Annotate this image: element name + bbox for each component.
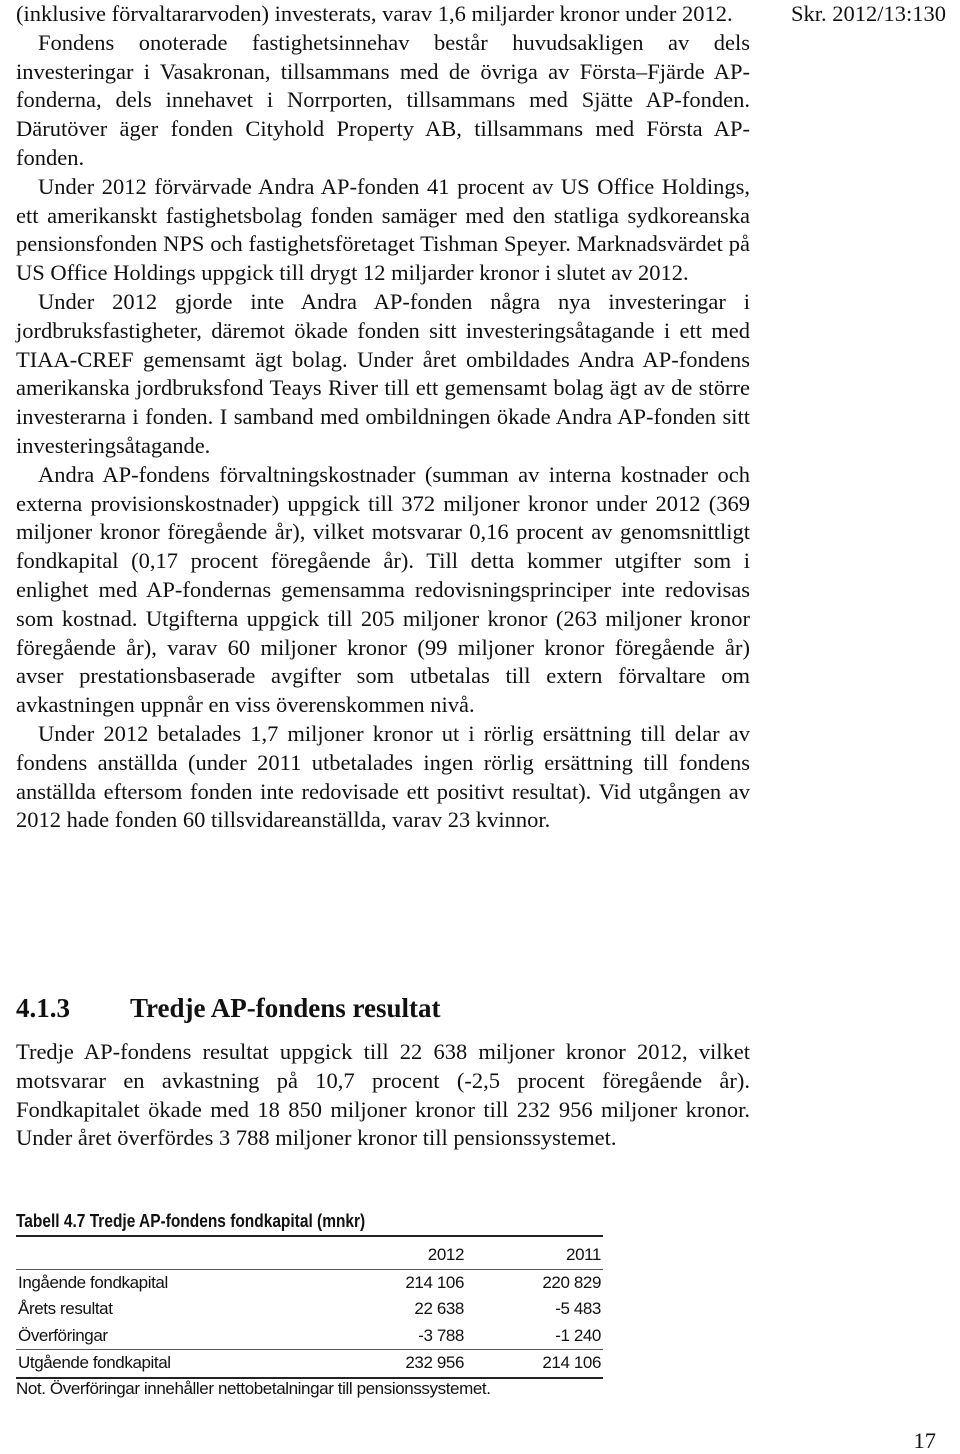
table-row	[16, 1296, 603, 1323]
value-2012: 232 956	[346, 1350, 466, 1378]
section-title: Tredje AP-fondens resultat	[130, 993, 441, 1023]
value-2012: 22 638	[414, 1299, 464, 1319]
table-row	[16, 1323, 603, 1350]
paragraph: (inklusive förvaltararvoden) investerats, varav 1,6 miljarder kronor under 2012.	[16, 1, 733, 26]
table-row	[16, 1269, 603, 1296]
table-note: Not. Överföringar innehåller nettobetalningar till pensionssystemet.	[16, 1379, 491, 1398]
fund-capital-table	[16, 1235, 603, 1379]
body-text-section-2	[16, 1038, 750, 1153]
paragraph: Under 2012 gjorde inte Andra AP-fonden några nya investeringar i jordbruksfastigheter, däremot ökade fonden sitt investeringsåtagande i ett med TIAA-CREF gemensamt ägt bolag. Under året ombildades Andra AP-fondens amerikanska jordbruksfond Teays River till ett gemensamt bolag ägt av de större investerarna i fonden. I samband med ombildningen ökade Andra AP-fonden sitt investeringsåtagande.	[16, 288, 750, 458]
row-label: Överföringar	[18, 1325, 108, 1345]
value-2011: 214 106	[466, 1350, 603, 1378]
section-heading	[16, 990, 441, 1026]
body-text-section-1	[16, 0, 750, 835]
row-label: Ingående fondkapital	[18, 1272, 168, 1292]
document-reference: Skr. 2012/13:130	[790, 1, 946, 26]
table-header-cell: 2011	[466, 1236, 603, 1269]
table-header-cell: 2012	[346, 1236, 466, 1269]
section-number: 4.1.3	[16, 993, 70, 1023]
paragraph: Under 2012 förvärvade Andra AP-fonden 41 procent av US Office Holdings, ett amerikanskt fastighetsbolag fonden samäger med den statliga sydkoreanska pensionsfonden NPS och fastighetsföretaget Tishman Speyer. Marknadsvärdet på US Office Holdings uppgick till drygt 12 miljarder kronor i slutet av 2012.	[16, 173, 750, 286]
value-2011: -1 240	[555, 1325, 601, 1345]
table-header-cell	[16, 1236, 346, 1269]
paragraph: Andra AP-fondens förvaltningskostnader (summan av interna kostnader och externa provisionskostnader) uppgick till 372 miljoner kronor under 2012 (369 miljoner kronor föregående år), vilket motsvarar 0,16 procent av genomsnittligt fondkapital (0,17 procent föregående år). Till detta kommer utgifter som i enlighet med AP-fondernas gemensamma redovisningsprinciper inte redovisas som kostnad. Utgifterna uppgick till 205 miljoner kronor (263 miljoner kronor föregående år), varav 60 miljoner kronor (99 miljoner kronor föregående år) avser prestationsbaserade avgifter som utbetalas till extern förvaltare om avkastningen uppnår en viss överenskommen nivå.	[16, 461, 750, 718]
value-2011: 220 829	[542, 1272, 601, 1292]
row-label: Årets resultat	[18, 1299, 113, 1319]
row-label: Utgående fondkapital	[16, 1350, 346, 1378]
paragraph: Fondens onoterade fastighetsinnehav består huvudsakligen av dels investeringar i Vasakronan, tillsammans med de övriga av Första–Fjärde AP-fonderna, dels innehavet i Norrporten, tillsammans med Sjätte AP-fonden. Därutöver äger fonden Cityhold Property AB, tillsammans med Första AP-fonden.	[16, 29, 750, 170]
table-total-row	[16, 1350, 603, 1378]
table-title: Tabell 4.7 Tredje AP-fondens fondkapital (mnkr)	[16, 1211, 366, 1231]
value-2011: -5 483	[555, 1299, 601, 1319]
table-header-row	[16, 1236, 603, 1269]
page-number: 17	[913, 1428, 936, 1453]
value-2012: -3 788	[418, 1325, 464, 1345]
value-2012: 214 106	[405, 1272, 464, 1292]
paragraph: Under 2012 betalades 1,7 miljoner kronor ut i rörlig ersättning till delar av fondens anställda (under 2011 utbetalades ingen rörlig ersättning till fondens anställda eftersom fonden inte redovisade ett positivt resultat). Vid utgången av 2012 hade fonden 60 tillsvidareanställda, varav 23 kvinnor.	[16, 720, 750, 833]
paragraph: Tredje AP-fondens resultat uppgick till 22 638 miljoner kronor 2012, vilket motsvarar en avkastning på 10,7 procent (-2,5 procent föregående år). Fondkapitalet ökade med 18 850 miljoner kronor till 232 956 miljoner kronor. Under året överfördes 3 788 miljoner kronor till pensionssystemet.	[16, 1039, 750, 1151]
